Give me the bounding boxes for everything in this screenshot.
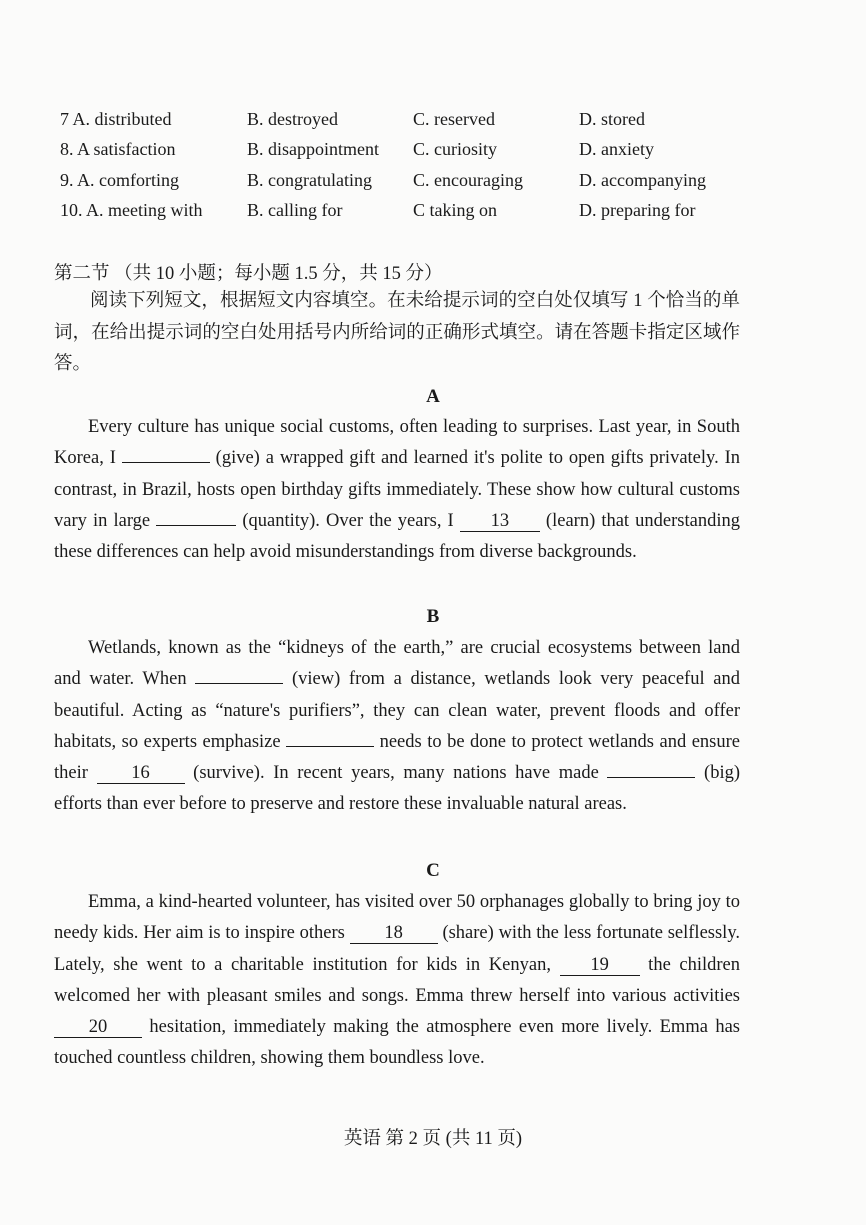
blank-19[interactable]: 19 (560, 955, 640, 976)
passage-text: Wetlands, known as the “kidneys of the earth,” are crucial ecosystems between land and water. When (54, 638, 740, 690)
blank-18[interactable]: 18 (350, 923, 438, 944)
passage-b (54, 633, 740, 821)
passage-text: (give) a wrapped gift and learned it's polite to open gifts privately. In contrast, in Brazil, hosts open birthday gifts immediately. These show how cultural customs vary in large (54, 448, 741, 531)
option-c: C taking on (413, 200, 497, 221)
blank-17[interactable] (607, 777, 695, 778)
blank-14[interactable] (195, 683, 283, 684)
passage-text: Emma, a kind-hearted volunteer, has visited over 50 orphanages globally to bring joy to needy kids. Her aim is to inspire others (54, 892, 740, 944)
blank-12[interactable] (156, 525, 236, 526)
blank-13[interactable]: 13 (460, 511, 540, 532)
passage-text: needs to be done to protect wetlands and ensure their (54, 731, 740, 784)
passage-a-label: A (426, 386, 440, 407)
option-a-text: A. comforting (77, 169, 179, 190)
option-b: B. destroyed (247, 108, 338, 129)
option-row-10 (60, 196, 820, 227)
passage-text: the children welcomed her with pleasant smiles and songs. Emma threw herself into various activities (54, 954, 741, 1006)
question-number: 8. (60, 139, 74, 160)
option-a-text: A satisfaction (77, 139, 176, 160)
option-row-9 (60, 165, 820, 196)
blank-16[interactable]: 16 (97, 763, 185, 784)
option-c: C. reserved (413, 108, 495, 129)
answer-options (60, 104, 820, 226)
passage-c-label: C (426, 860, 440, 881)
passage-text: (share) with the less fortunate selflessly. Lately, she went to a charitable institution for kids in Kenyan, (54, 923, 740, 975)
option-d: D. preparing for (579, 200, 696, 221)
blank-15[interactable] (286, 746, 374, 747)
passage-text: (view) from a distance, wetlands look very peaceful and beautiful. Acting as “nature's purifiers”, they can clean water, prevent floods and offer habitats, so experts emphasize (54, 669, 740, 752)
passage-text: Every culture has unique social customs, often leading to surprises. Last year, in South Korea, I (54, 417, 740, 469)
passage-text: (big) efforts than ever before to preserve and restore these invaluable natural areas. (54, 763, 741, 815)
question-number: 9. (60, 169, 74, 190)
passage-text: hesitation, immediately making the atmosphere even more lively. Emma has touched countless children, showing them boundless love. (54, 1017, 740, 1069)
option-a-text: A. distributed (72, 108, 172, 129)
page-footer: 英语 第 2 页 (共 11 页) (343, 1129, 523, 1149)
question-number: 10. (60, 200, 83, 221)
option-b: B. disappointment (247, 139, 379, 160)
option-a (60, 200, 247, 221)
question-number: 7 (60, 108, 69, 129)
option-row-7 (60, 104, 820, 135)
passage-text: (survive). In recent years, many nations have made (184, 763, 608, 784)
option-c: C. curiosity (413, 139, 497, 160)
blank-11[interactable] (122, 462, 210, 463)
section-instructions: 阅读下列短文，根据短文内容填空。在未给提示词的空白处仅填写 1 个恰当的单词，在给出提示词的空白处用括号内所给词的正确形式填空。请在答题卡指定区域作答。 (54, 291, 740, 374)
passage-text: (learn) that understanding these differences can help avoid misunderstandings from diverse backgrounds. (54, 510, 740, 563)
option-row-8 (60, 135, 820, 166)
option-a-text: A. meeting with (86, 200, 203, 221)
option-a (60, 139, 247, 160)
passage-b-label: B (426, 606, 440, 627)
option-c: C. encouraging (413, 169, 523, 190)
option-b: B. calling for (247, 200, 343, 221)
option-a (60, 170, 247, 191)
section-heading: 第二节 （共 10 小题；每小题 1.5 分，共 15 分） (54, 264, 443, 284)
option-d: D. anxiety (579, 139, 654, 160)
blank-20[interactable]: 20 (54, 1017, 142, 1038)
passage-c (54, 887, 740, 1075)
option-d: D. accompanying (579, 169, 706, 190)
option-b: B. congratulating (247, 169, 372, 190)
option-d: D. stored (579, 108, 645, 129)
passage-text: (quantity). Over the years, I (236, 510, 460, 531)
passage-a (54, 412, 740, 568)
option-a (60, 109, 247, 130)
